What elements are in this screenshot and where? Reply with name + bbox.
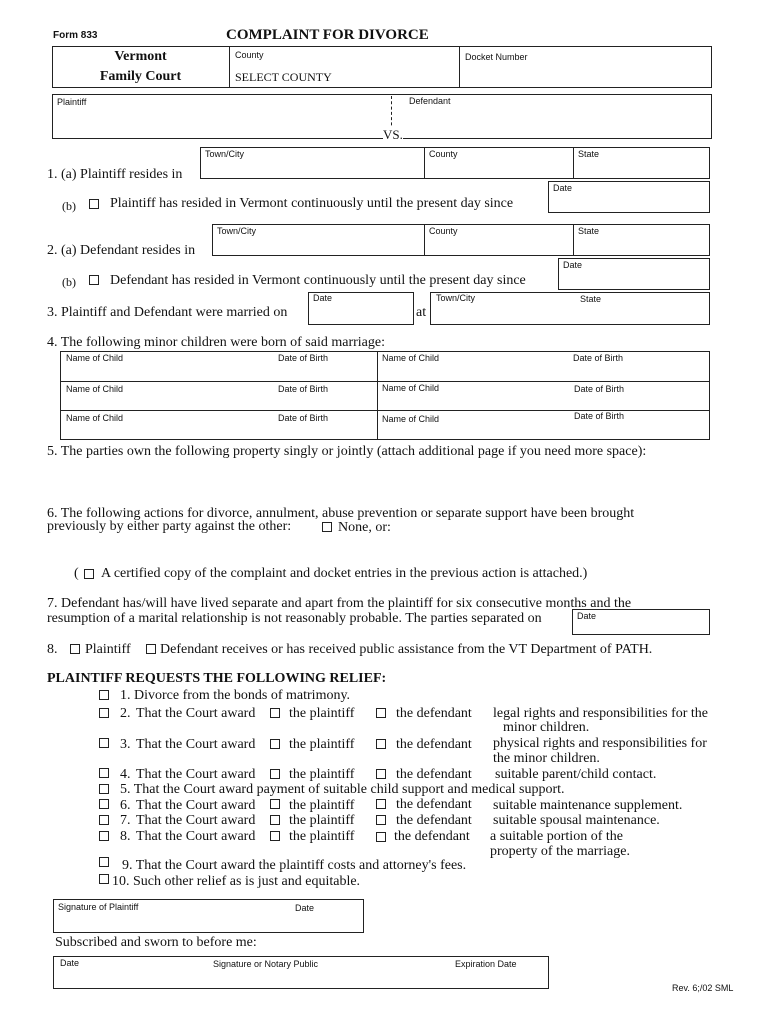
relief7-text: That the Court award [136, 813, 256, 828]
marriage-town-field[interactable] [431, 305, 571, 324]
relief6-plaintiff-checkbox[interactable] [270, 799, 280, 809]
notary-signature-field[interactable] [208, 970, 448, 988]
docket-number-field[interactable] [460, 64, 710, 86]
child-dob-label: Date of Birth [574, 411, 625, 421]
item2b-text: Defendant has resided in Vermont continuously until the present day since [110, 273, 526, 288]
relief3-checkbox[interactable] [99, 738, 109, 748]
relief6-desc: suitable maintenance supplement. [493, 798, 683, 813]
relief4-defendant: the defendant [396, 767, 472, 782]
relief2-defendant-checkbox[interactable] [376, 708, 386, 718]
child-name-label: Name of Child [66, 384, 124, 394]
marriage-state-field[interactable] [575, 305, 709, 324]
docket-label: Docket Number [465, 52, 528, 62]
item8-number: 8. [47, 642, 58, 657]
relief8-plaintiff: the plaintiff [289, 829, 355, 844]
relief7-number: 7. [120, 813, 131, 828]
expiration-date-label: Expiration Date [455, 959, 517, 969]
relief7-plaintiff: the plaintiff [289, 813, 355, 828]
item6-none-checkbox[interactable] [322, 522, 332, 532]
relief7-defendant-checkbox[interactable] [376, 815, 386, 825]
item1b-checkbox[interactable] [89, 199, 99, 209]
plaintiff-county-field[interactable] [425, 160, 572, 178]
notary-signature-label: Signature or Notary Public [213, 959, 319, 969]
marriage-town-label: Town/City [436, 293, 476, 303]
relief8-desc1: a suitable portion of the [490, 829, 623, 844]
item6-line2: previously by either party against the other: [47, 519, 292, 534]
item7-line2: resumption of a marital relationship is not reasonably probable. The parties separated on [47, 611, 542, 626]
form-number: Form 833 [53, 30, 98, 41]
relief6-number: 6. [120, 798, 131, 813]
relief2-plaintiff: the plaintiff [289, 706, 355, 721]
item3-text: 3. Plaintiff and Defendant were married on [47, 305, 288, 320]
plaintiff-name-field[interactable] [54, 108, 384, 136]
relief7-plaintiff-checkbox[interactable] [270, 815, 280, 825]
relief10-text: 10. Such other relief as is just and equitable. [112, 874, 361, 889]
relief3-desc1: physical rights and responsibilities for [493, 736, 707, 751]
item6-certified-checkbox[interactable] [84, 569, 94, 579]
marriage-state-label: State [580, 294, 602, 304]
item7-line1: 7. Defendant has/will have lived separate and apart from the plaintiff for six consecutive months and the [47, 596, 632, 611]
relief10-checkbox[interactable] [99, 874, 109, 884]
item8-defendant-checkbox[interactable] [146, 644, 156, 654]
plaintiff-county-label: County [429, 149, 458, 159]
plaintiff-signature-label: Signature of Plaintiff [58, 902, 139, 912]
defendant-since-date-label: Date [563, 260, 583, 270]
child-dob-label: Date of Birth [278, 353, 329, 363]
revision-note: Rev. 6;/02 SML [672, 983, 734, 993]
relief2-desc1: legal rights and responsibilities for the [493, 706, 709, 721]
relief4-plaintiff: the plaintiff [289, 767, 355, 782]
child-name-label: Name of Child [382, 414, 440, 424]
relief2-number: 2. [120, 706, 131, 721]
plaintiff-signature-field[interactable] [54, 912, 284, 932]
child-name-label: Name of Child [66, 413, 124, 423]
relief4-checkbox[interactable] [99, 768, 109, 778]
plaintiff-state-field[interactable] [574, 160, 709, 178]
relief3-defendant-checkbox[interactable] [376, 739, 386, 749]
defendant-county-field[interactable] [425, 237, 572, 255]
defendant-state-label: State [578, 226, 600, 236]
relief9-text: 9. That the Court award the plaintiff costs and attorney's fees. [122, 858, 467, 873]
previous-actions-field[interactable] [47, 536, 710, 562]
item2b-marker: (b) [62, 275, 76, 289]
relief5-checkbox[interactable] [99, 784, 109, 794]
relief6-defendant: the defendant [396, 797, 472, 812]
relief8-defendant-checkbox[interactable] [376, 832, 386, 842]
county-select[interactable]: SELECT COUNTY [235, 70, 332, 84]
relief4-desc: suitable parent/child contact. [495, 767, 657, 782]
relief8-plaintiff-checkbox[interactable] [270, 831, 280, 841]
relief8-text: That the Court award [136, 829, 256, 844]
item3-at: at [416, 305, 427, 320]
property-field[interactable] [47, 462, 710, 502]
child-name-label: Name of Child [66, 353, 124, 363]
relief-heading: PLAINTIFF REQUESTS THE FOLLOWING RELIEF: [47, 671, 387, 686]
relief2-desc2: minor children. [503, 720, 590, 735]
relief2-plaintiff-checkbox[interactable] [270, 708, 280, 718]
relief6-plaintiff: the plaintiff [289, 798, 355, 813]
item1a-text: 1. (a) Plaintiff resides in [47, 167, 183, 182]
item1b-marker: (b) [62, 199, 76, 213]
item5-text: 5. The parties own the following property singly or jointly (attach additional page if you need more space): [47, 444, 647, 459]
marriage-date-label: Date [313, 293, 333, 303]
relief3-defendant: the defendant [396, 737, 472, 752]
relief3-number: 3. [120, 737, 131, 752]
relief8-desc2: property of the marriage. [490, 844, 630, 859]
versus-text: VS. [383, 127, 403, 142]
plaintiff-signature-date-label: Date [295, 903, 315, 913]
relief4-defendant-checkbox[interactable] [376, 769, 386, 779]
notary-date-label: Date [60, 958, 80, 968]
relief8-number: 8. [120, 829, 131, 844]
item4-text: 4. The following minor children were born of said marriage: [47, 335, 385, 350]
plaintiff-town-label: Town/City [205, 149, 245, 159]
relief4-plaintiff-checkbox[interactable] [270, 769, 280, 779]
plaintiff-since-date-label: Date [553, 183, 573, 193]
item6-certified-text: A certified copy of the complaint and docket entries in the previous action is attached.) [101, 566, 588, 581]
defendant-state-field[interactable] [574, 237, 709, 255]
item1b-text: Plaintiff has resided in Vermont continuously until the present day since [110, 196, 514, 211]
child-name-label: Name of Child [382, 383, 440, 393]
court-name-line1: Vermont [114, 49, 167, 64]
plaintiff-state-label: State [578, 149, 600, 159]
child-dob-label: Date of Birth [278, 413, 329, 423]
relief8-defendant: the defendant [394, 829, 470, 844]
relief7-checkbox[interactable] [99, 815, 109, 825]
relief7-desc: suitable spousal maintenance. [493, 813, 660, 828]
relief4-number: 4. [120, 767, 131, 782]
court-name [52, 47, 229, 87]
relief3-desc2: the minor children. [493, 751, 600, 766]
relief6-checkbox[interactable] [99, 799, 109, 809]
defendant-town-field[interactable] [213, 237, 423, 255]
defendant-town-label: Town/City [217, 226, 257, 236]
item8-plaintiff-checkbox[interactable] [70, 644, 80, 654]
relief3-plaintiff-checkbox[interactable] [270, 739, 280, 749]
relief2-checkbox[interactable] [99, 708, 109, 718]
relief6-defendant-checkbox[interactable] [376, 799, 386, 809]
county-label: County [235, 50, 264, 60]
item8-plaintiff: Plaintiff [85, 642, 131, 657]
relief1-text: 1. Divorce from the bonds of matrimony. [120, 688, 351, 703]
defendant-label: Defendant [409, 96, 451, 106]
defendant-name-field[interactable] [400, 108, 708, 136]
separation-date-label: Date [577, 611, 597, 621]
item6-line1: 6. The following actions for divorce, annulment, abuse prevention or separate support have been brought [47, 506, 635, 521]
sworn-text: Subscribed and sworn to before me: [55, 935, 257, 950]
relief3-plaintiff: the plaintiff [289, 737, 355, 752]
child-dob-label: Date of Birth [278, 384, 329, 394]
plaintiff-since-date-box[interactable] [548, 181, 710, 213]
item2a-text: 2. (a) Defendant resides in [47, 243, 196, 258]
plaintiff-label: Plaintiff [57, 97, 87, 107]
item6-none-text: None, or: [338, 520, 391, 535]
child-dob-label: Date of Birth [574, 384, 625, 394]
relief2-text: That the Court award [136, 706, 256, 721]
relief3-text: That the Court award [136, 737, 256, 752]
court-name-line2: Family Court [99, 69, 182, 84]
relief9-checkbox[interactable] [99, 857, 109, 867]
plaintiff-town-field[interactable] [201, 160, 423, 178]
relief7-defendant: the defendant [396, 813, 472, 828]
relief5-text: 5. That the Court award payment of suitable child support and medical support. [120, 782, 565, 797]
relief4-text: That the Court award [136, 767, 256, 782]
relief2-defendant: the defendant [396, 706, 472, 721]
expiration-date-field[interactable] [450, 970, 548, 988]
relief1-checkbox[interactable] [99, 690, 109, 700]
item8-text: Defendant receives or has received public assistance from the VT Department of PATH. [160, 642, 653, 657]
defendant-county-label: County [429, 226, 458, 236]
child-dob-label: Date of Birth [573, 353, 624, 363]
item2b-checkbox[interactable] [89, 275, 99, 285]
children-table [60, 351, 710, 440]
plaintiff-signature-date-field[interactable] [290, 912, 362, 932]
item6-open-paren: ( [74, 566, 79, 581]
relief8-checkbox[interactable] [99, 831, 109, 841]
child-name-label: Name of Child [382, 353, 440, 363]
notary-date-field[interactable] [54, 970, 204, 988]
page-title: COMPLAINT FOR DIVORCE [226, 27, 429, 43]
relief6-text: That the Court award [136, 798, 256, 813]
